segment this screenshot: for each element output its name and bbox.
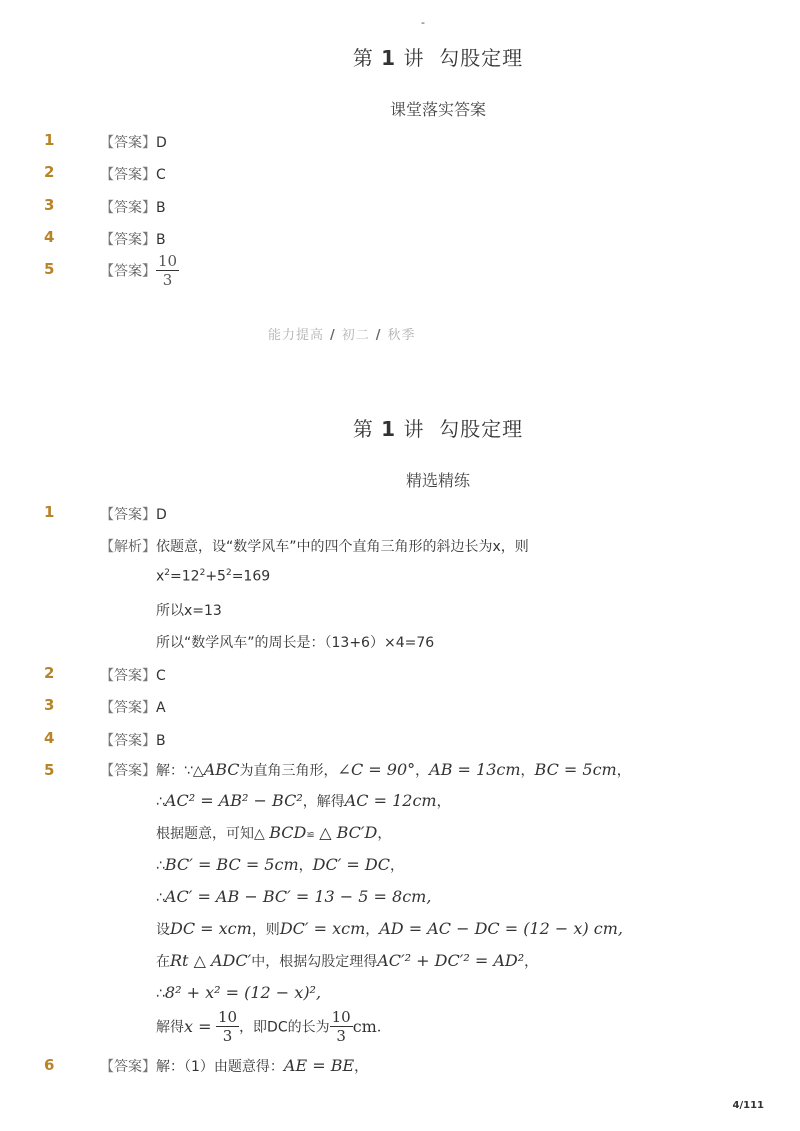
answer-tag: 【答案】 $\frac{10}{3}$ — [100, 252, 178, 289]
answer-tag: 【答案】B — [100, 232, 166, 248]
solution-line: ∴BC′ = BC = 5cm，DC′ = DC， — [156, 855, 404, 874]
title-mid: 讲 — [403, 417, 425, 441]
title-rest: 勾股定理 — [439, 417, 524, 441]
solution-line: 解得x = $\frac{10}{3}$ ，即DC的长为 $\frac{10}{3}$ cm． — [156, 1008, 391, 1045]
title-prefix: 第 — [352, 417, 374, 441]
fraction: $\frac{10}{3}$ — [217, 1008, 238, 1045]
answer-tag: 【答案】A — [100, 700, 166, 716]
answer-value: D — [156, 135, 167, 151]
answer-value: C — [156, 167, 166, 183]
solution-line: 在Rt △ ADC′中，根据勾股定理得AC′² + DC′² = AD²， — [156, 951, 539, 970]
course-breadcrumb: 能力提高 / 初二 / 秋季 — [268, 328, 416, 343]
lesson-title-1 — [0, 42, 800, 71]
answer-value: B — [156, 200, 166, 216]
answer-value: C — [156, 668, 166, 684]
item-number: 4 — [44, 729, 55, 747]
item-number: 1 — [44, 131, 55, 149]
answer-value: D — [156, 507, 167, 523]
answer-tag: 【答案】D — [100, 507, 167, 523]
answer-value: A — [156, 700, 166, 716]
answer-tag: 【答案】C — [100, 167, 166, 183]
item-number: 2 — [44, 163, 55, 181]
answer-tag: 【答案】C — [100, 668, 166, 684]
item-number: 3 — [44, 196, 55, 214]
lesson-title-2 — [0, 413, 800, 442]
solution-line: ∴AC′ = AB − BC′ = 13 − 5 = 8cm, — [156, 887, 432, 906]
answer-fraction: $\frac{10}{3}$ — [158, 252, 178, 289]
answer-tag: 【答案】解：（1）由题意得：AE = BE， — [100, 1056, 369, 1075]
title-num: 1 — [381, 417, 397, 441]
page-number: 4/111 — [732, 1100, 764, 1111]
title-prefix: 第 — [352, 46, 374, 70]
section-subtitle-2: 精选精练 — [405, 471, 470, 490]
analysis-text: 依题意，设“数学风车”中的四个直角三角形的斜边长为x，则 — [156, 539, 529, 555]
answer-tag: 【答案】B — [100, 200, 166, 216]
section-subtitle-1: 课堂落实答案 — [389, 100, 486, 119]
solution-line: 设DC = xcm，则DC′ = xcm，AD = AC − DC = (12 − x) cm, — [156, 919, 623, 938]
item-number: 5 — [44, 761, 55, 779]
item-number: 6 — [44, 1056, 55, 1074]
answer-tag: 【答案】D — [100, 135, 167, 151]
item-number: 1 — [44, 503, 55, 521]
answer-value: B — [156, 232, 166, 248]
answer-value: B — [156, 733, 166, 749]
item-number: 3 — [44, 696, 55, 714]
item-number: 5 — [44, 260, 55, 278]
answer-tag: 【答案】B — [100, 733, 166, 749]
item-number: 4 — [44, 228, 55, 246]
item-number: 2 — [44, 664, 55, 682]
analysis-line: 所以“数学风车”的周长是：（13+6）×4=76 — [156, 635, 435, 651]
top-mark: - — [421, 16, 425, 29]
answer-tag: 【答案】解：∵△ABC为直角三角形，∠C = 90°，AB = 13cm，BC = 5cm， — [100, 760, 631, 779]
fraction: $\frac{10}{3}$ — [331, 1008, 351, 1045]
solution-line: 根据题意，可知△ BCD≌ △ BC′D， — [156, 823, 392, 842]
title-num: 1 — [381, 46, 397, 70]
analysis-line: 所以x=13 — [156, 603, 222, 619]
title-rest: 勾股定理 — [439, 46, 524, 70]
solution-line: ∴8² + x² = (12 − x)², — [156, 983, 322, 1002]
analysis-equation: $x^2=12^2+5^2=169$ — [156, 568, 271, 585]
solution-line: ∴AC² = AB² − BC²，解得AC = 12cm， — [156, 791, 451, 810]
analysis-tag: 【解析】依题意，设“数学风车”中的四个直角三角形的斜边长为x，则 — [100, 539, 529, 555]
title-mid: 讲 — [403, 46, 425, 70]
